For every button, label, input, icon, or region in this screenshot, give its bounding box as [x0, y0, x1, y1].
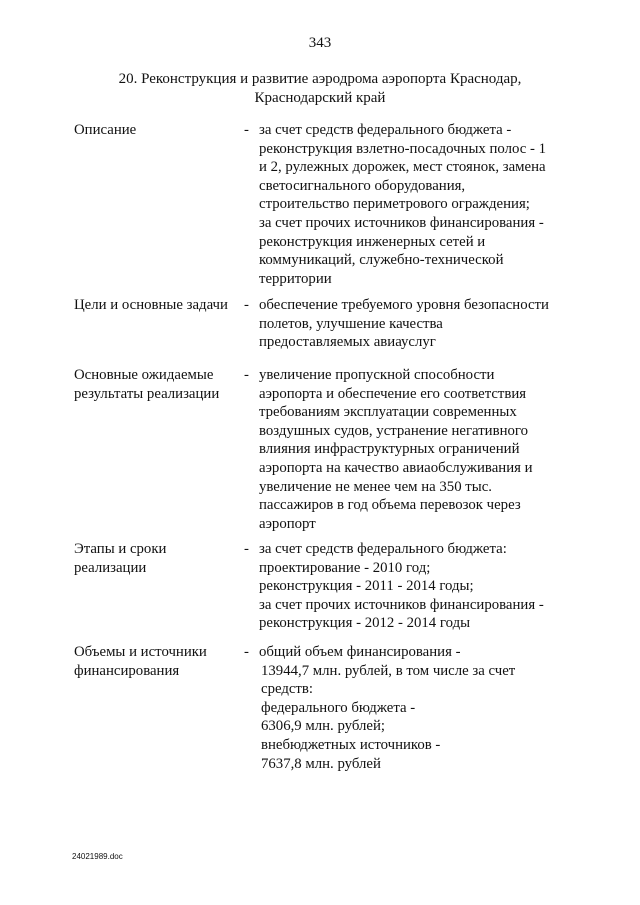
section-heading	[60, 70, 580, 107]
section-dash: -	[244, 122, 249, 138]
content-line: федерального бюджета -	[261, 699, 416, 716]
content-line: влияния инфраструктурных ограничений	[259, 441, 520, 458]
content-line: увеличение не менее чем на 350 тыс.	[259, 478, 492, 495]
label-line: Этапы и сроки	[74, 541, 167, 557]
label-line: Основные ожидаемые	[74, 367, 214, 383]
content-line: аэропорта на качество авиаобслуживания и	[259, 459, 533, 476]
content-line: за счет средств федерального бюджета -	[259, 122, 512, 138]
content-line: пассажиров в год объема перевозок через	[259, 497, 521, 514]
heading-line: 20. Реконструкция и развитие аэродрома аэропорта Краснодар,	[118, 71, 522, 87]
content-line: за счет прочих источников финансирования -	[259, 596, 544, 613]
document-footer-id: 24021989.doc	[72, 852, 123, 861]
section-label	[74, 643, 244, 680]
section-label	[74, 296, 244, 315]
content-line: 7637,8 млн. рублей	[261, 755, 381, 772]
content-line: проектирование - 2010 год;	[259, 559, 431, 576]
content-line: реконструкция - 2012 - 2014 годы	[259, 615, 471, 632]
label-line: финансирования	[74, 662, 180, 679]
content-line: реконструкция - 2011 - 2014 годы;	[259, 578, 474, 595]
content-line: строительство периметрового ограждения;	[259, 196, 530, 213]
section-dash: -	[244, 541, 249, 557]
page-number: 343	[308, 35, 332, 51]
section-content	[259, 121, 589, 288]
section-content	[259, 643, 589, 773]
section-content	[259, 366, 589, 533]
label-line: результаты реализации	[74, 385, 220, 402]
section-dash: -	[244, 367, 249, 383]
content-line: за счет средств федерального бюджета:	[259, 541, 507, 557]
content-line: увеличение пропускной способности	[259, 367, 495, 383]
content-line: воздушных судов, устранение негативного	[259, 422, 528, 439]
label-line: Объемы и источники	[74, 644, 207, 660]
content-line: средств:	[261, 681, 313, 698]
label-line: Цели и основные задачи	[74, 297, 228, 313]
content-line: территории	[259, 270, 332, 287]
section-dash: -	[244, 297, 249, 313]
content-line: обеспечение требуемого уровня безопасности	[259, 297, 549, 313]
content-line: 13944,7 млн. рублей, в том числе за счет	[261, 662, 516, 679]
content-line: за счет прочих источников финансирования -	[259, 214, 544, 231]
content-line: реконструкция взлетно-посадочных полос - 1	[259, 140, 547, 157]
content-line: предоставляемых авиауслуг	[259, 334, 436, 351]
section-content	[259, 540, 589, 633]
content-line: полетов, улучшение качества	[259, 315, 443, 332]
section-label	[74, 366, 244, 403]
label-line: реализации	[74, 559, 147, 576]
section-content	[259, 296, 589, 352]
content-line: коммуникаций, служебно-технической	[259, 252, 504, 269]
content-line: требованиям эксплуатации современных	[259, 404, 517, 421]
content-line: общий объем финансирования -	[259, 644, 461, 660]
section-label	[74, 540, 244, 577]
label-line: Описание	[74, 122, 137, 138]
content-line: 6306,9 млн. рублей;	[261, 718, 386, 735]
heading-line: Краснодарский край	[254, 89, 386, 106]
content-line: внебюджетных источников -	[261, 736, 441, 753]
content-line: и 2, рулежных дорожек, мест стоянок, замена	[259, 159, 546, 176]
content-line: аэропорта и обеспечение его соответствия	[259, 385, 527, 402]
content-line: аэропорт	[259, 515, 316, 532]
section-label	[74, 121, 244, 140]
section-dash: -	[244, 644, 249, 660]
content-line: светосигнального оборудования,	[259, 177, 466, 194]
content-line: реконструкция инженерных сетей и	[259, 233, 486, 250]
